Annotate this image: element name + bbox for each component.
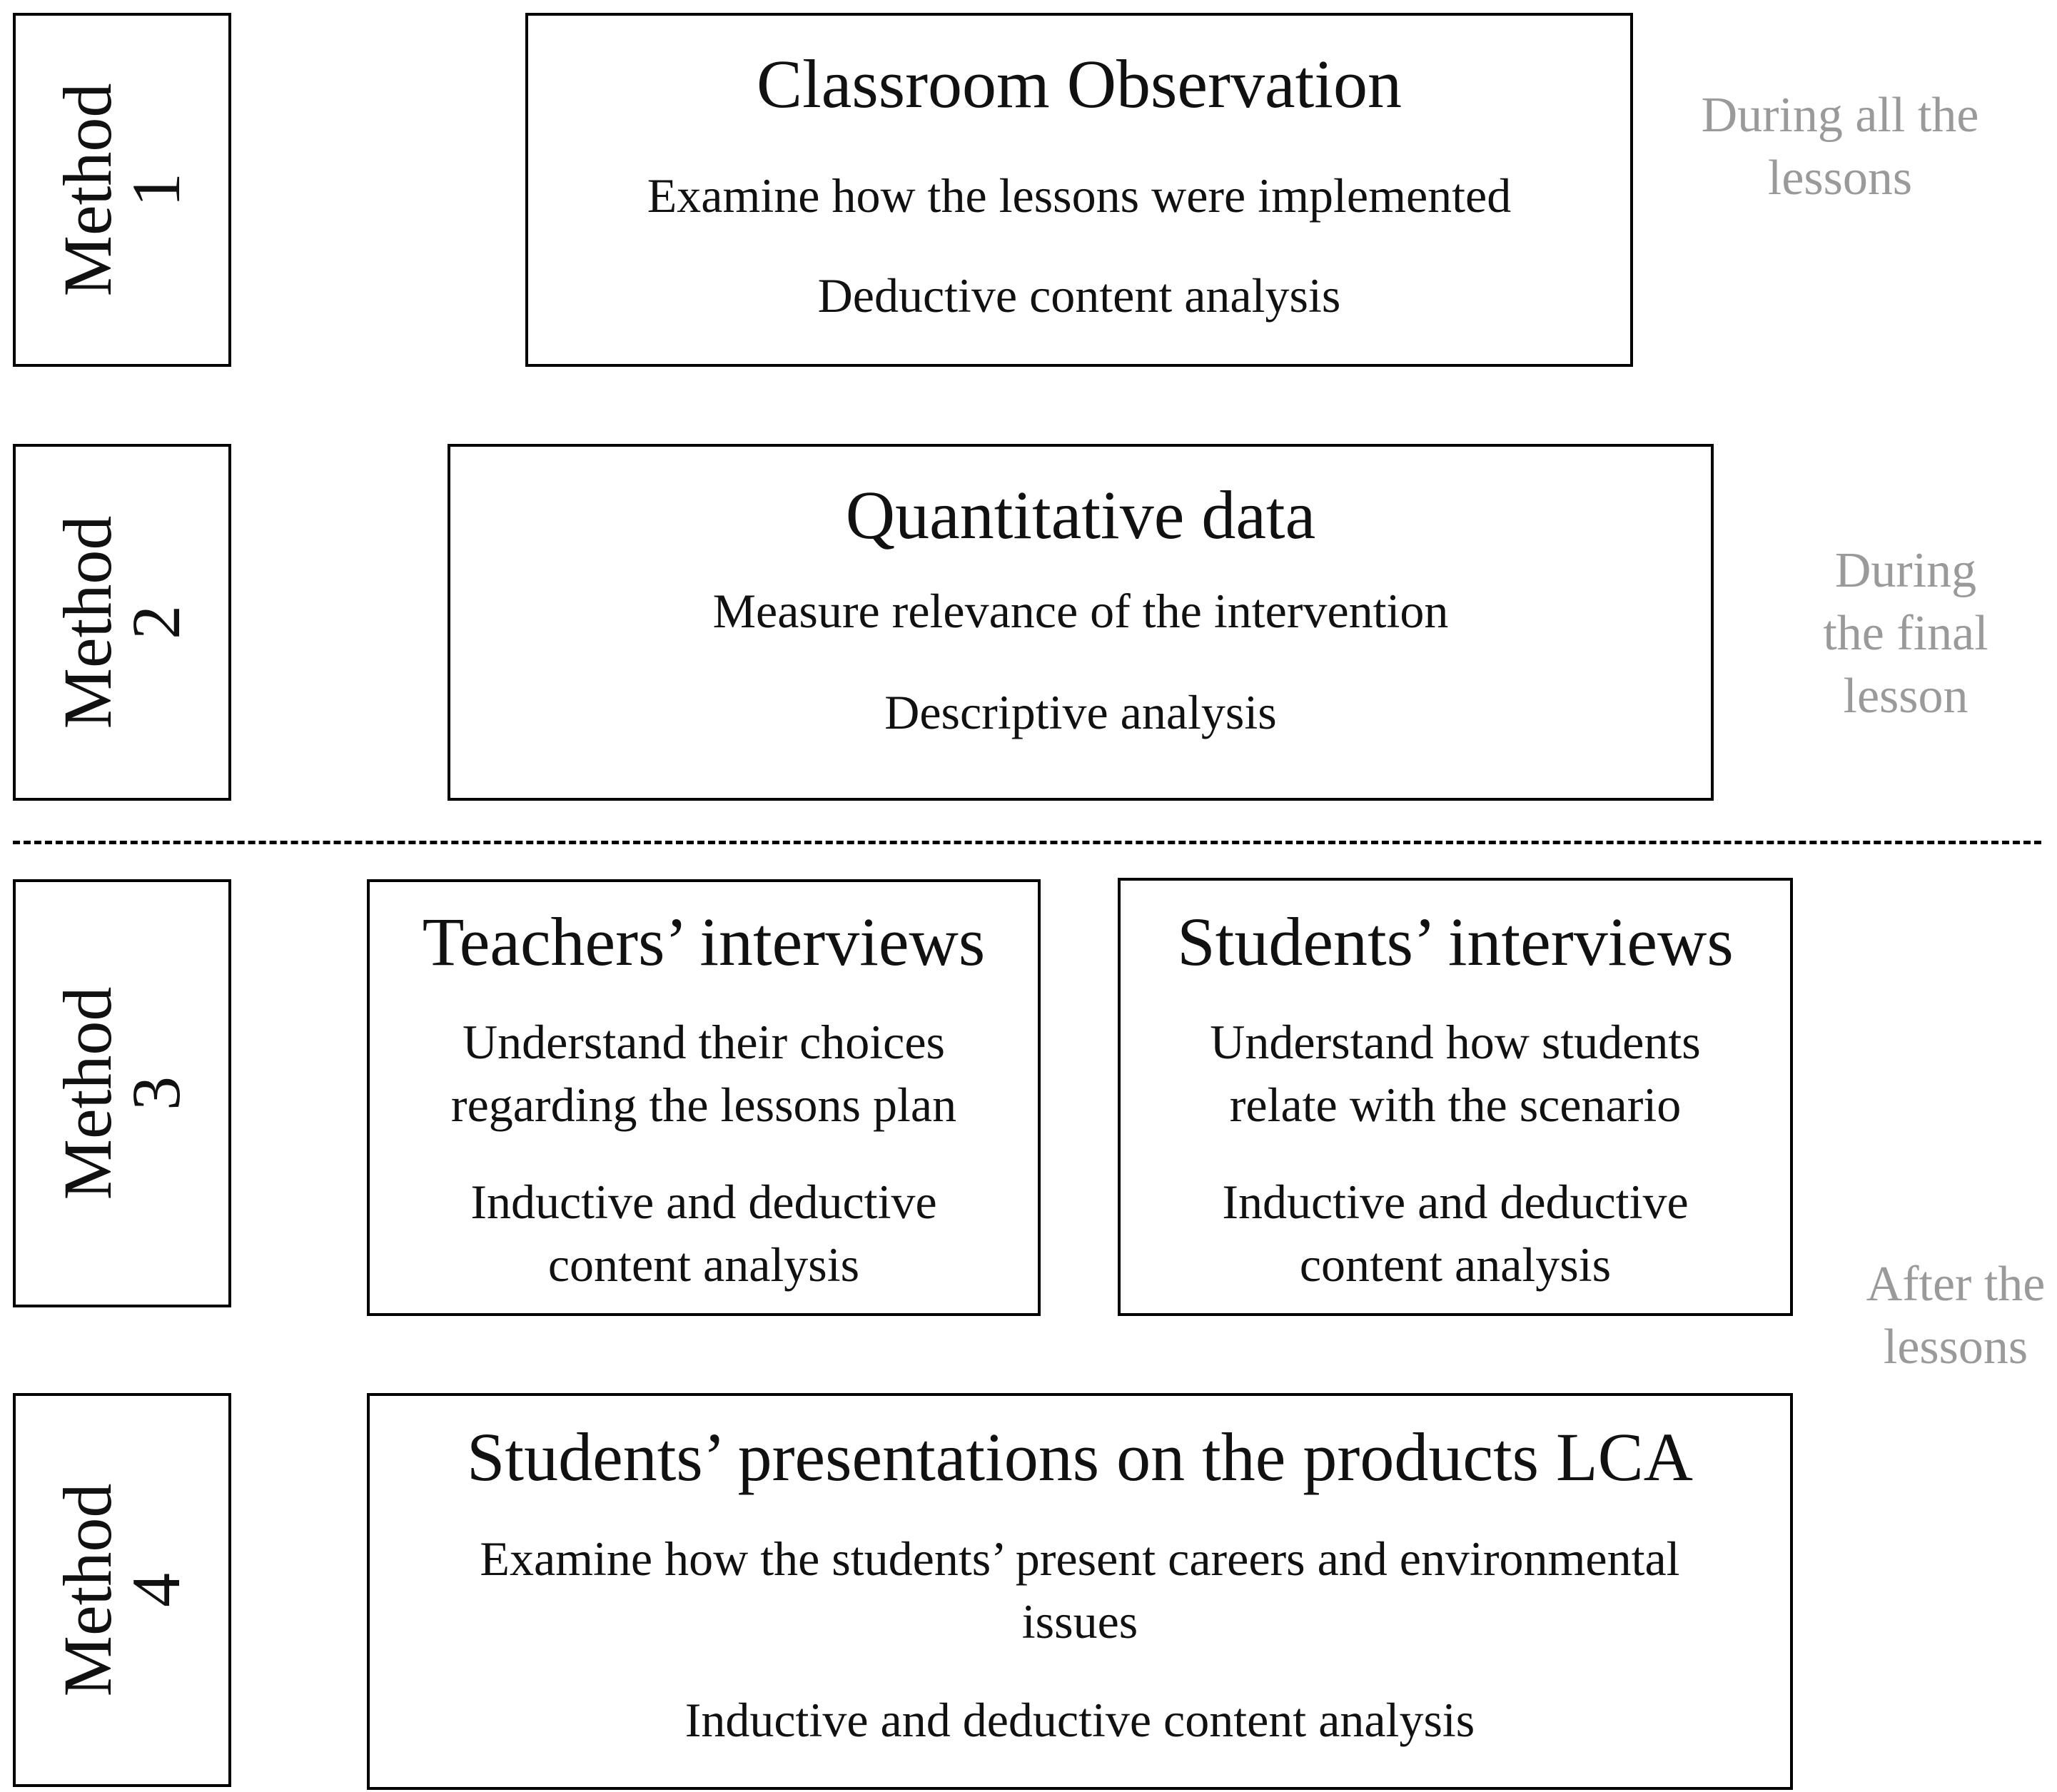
students-presentations-title: Students’ presentations on the products LCA [467,1419,1693,1495]
method-2-box [13,444,231,801]
teachers-interviews-analysis-line: Inductive and deductive [470,1175,937,1229]
teachers-interviews-purpose-line: Understand their choices [463,1015,945,1069]
timing-line: lessons [1883,1320,2028,1375]
students-interviews-purpose-line: Understand how students [1210,1015,1701,1069]
dashed-divider [13,841,2041,844]
students-interviews-analysis-line: Inductive and deductive [1222,1175,1689,1229]
timing-line: After the [1866,1257,2046,1312]
method-number: 1 [118,173,194,208]
method-label-text: Method [49,515,126,729]
teachers-interviews-title: Teachers’ interviews [422,903,986,980]
method-label-text: Method [49,986,126,1200]
classroom-observation-title: Classroom Observation [757,46,1402,122]
teachers-interviews-purpose-line: regarding the lessons plan [450,1078,957,1132]
timing-final-lesson [1784,540,2027,728]
quantitative-data-purpose: Measure relevance of the intervention [712,584,1449,638]
teachers-interviews-analysis-line: content analysis [547,1237,860,1292]
students-interviews-purpose-line: relate with the scenario [1229,1078,1682,1132]
timing-after-lessons [1844,1253,2057,1379]
students-presentations-box [367,1393,1793,1790]
timing-line: During all the [1701,88,1979,143]
students-presentations-purpose-line: Examine how the students’ present careers and environmental [480,1532,1680,1586]
method-label-text: Method [49,1483,126,1697]
method-3-box [13,879,231,1307]
method-label-text: Method [49,83,126,297]
students-presentations-purpose-line: issues [1021,1594,1138,1649]
students-interviews-title: Students’ interviews [1177,903,1734,980]
method-3-label [49,986,194,1200]
teachers-interviews-box [367,879,1041,1316]
method-number: 4 [118,1573,194,1608]
quantitative-data-title: Quantitative data [845,477,1316,553]
students-presentations-analysis: Inductive and deductive content analysis [684,1693,1475,1747]
timing-line: During [1834,543,1977,598]
quantitative-data-box [448,444,1714,801]
method-number: 3 [118,1076,194,1111]
method-1-box [13,13,231,367]
students-interviews-analysis-line: content analysis [1299,1237,1612,1292]
method-4-label [49,1483,194,1697]
method-4-box [13,1393,231,1787]
classroom-observation-purpose: Examine how the lessons were implemented [647,168,1512,223]
students-interviews-box [1118,878,1793,1316]
quantitative-data-analysis: Descriptive analysis [884,685,1277,739]
method-number: 2 [118,605,194,640]
timing-all-lessons [1690,84,1990,210]
timing-line: lessons [1767,151,1913,206]
method-1-label [49,83,194,297]
classroom-observation-box [525,13,1633,367]
timing-line: lesson [1843,669,1968,724]
timing-line: the final [1823,606,1988,661]
method-2-label [49,515,194,729]
classroom-observation-analysis: Deductive content analysis [817,268,1341,323]
